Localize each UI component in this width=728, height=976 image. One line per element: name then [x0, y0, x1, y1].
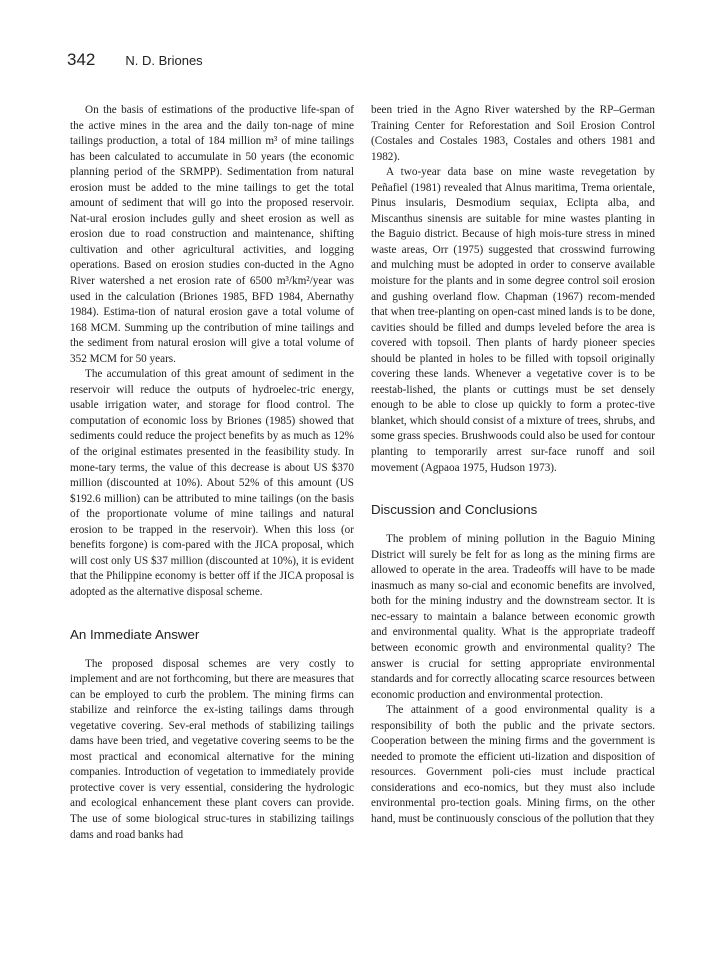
page-number: 342	[67, 50, 96, 69]
body-paragraph: been tried in the Agno River watershed by the RP–German Training Center for Reforestation and Soil Erosion Control (Costales and Costales 1983, Costales and others 1981 and 1982).	[371, 104, 655, 163]
left-column	[70, 103, 354, 843]
body-paragraph: On the basis of estimations of the productive life-span of the active mines in the area and the daily ton-nage of mine tailings production, a total of 184 million m³ of mine tailings has been calculated to accumulate in 50 years (the economic planning period of the SRMPP). Sedimentation from natural erosion must be added to the mine tailings to get the total amount of sediment that will go into the proposed reservoir. Nat-ural erosion includes gully and sheet erosion as well as erosion due to road construction and maintenance, shifting cultivation and other agricultural activities, and logging operations. Based on erosion studies con-ducted in the Agno River watershed a net erosion rate of 6500 m³/km²/year was used in the calculation (Briones 1985, BFD 1984, Abernathy 1984). Estima-tion of natural erosion gave a total volume of 168 MCM. Summing up the contribution of mine tailings and the sediment from natural erosion will give a total volume of 352 MCM for 50 years.	[70, 104, 354, 365]
body-paragraph: The attainment of a good environmental quality is a responsibility of both the public and the private sectors. Cooperation between the mining firms and the government is needed to promote the efficient uti-lization and disposition of resources. Government poli-cies must include practical considerations and eco-nomics, but they must also include environmental pro-tection goals. Mining firms, on the other hand, must be continuously conscious of the pollution that they	[371, 704, 655, 825]
running-header	[67, 50, 203, 72]
body-paragraph: A two-year data base on mine waste revegetation by Peñafiel (1981) revealed that Alnus maritima, Trema orientale, Pinus insularis, Desmodium sequiax, Eclipta alba, and Miscanthus sinensis are suitable for mine wastes planting in the Baguio district. Because of high mois-ture stress in mined waste areas, Orr (1975) suggested that crosswind furrowing and mulching must be adopted in order to conserve available moisture for the plants and in some degree control soil erosion and gushing overland flow. Chapman (1967) recom-mended that when tree-planting on open-cast mined lands is to be done, cavities should be filled and dumps leveled before the area is covered with topsoil. Then plants of hardy pioneer species should be planted in holes to be filled with topsoil originally covering these lands. Whenever a vegetative cover is to be reestab-lished, the plants or cuttings must be set densely enough to be able to close up quickly to form a protec-tive blanket, which should consist of a mixture of trees, shrubs, and some grass species. Brushwoods could also be used for contour planting to temporarily arrest sur-face runoff and soil movement (Agpaoa 1975, Hudson 1973).	[371, 166, 655, 474]
running-author: N. D. Briones	[125, 53, 203, 68]
body-paragraph: The proposed disposal schemes are very costly to implement and are not forthcoming, but there are measures that can be employed to curb the problem. The mining firms can stabilize and reinforce the ex-isting tailings dams through vegetative covering. Sev-eral methods of stabilizing tailings dams have been tried, and vegetative covering seems to be the most practical and economical alternative for the mining companies. Introduction of vegetation to immediately provide protective cover is very essential, considering the hydrologic and ecological enhancement these plant covers can provide. The use of some biological struc-tures in stabilizing tailings dams and road banks had	[70, 657, 354, 841]
section-heading-discussion: Discussion and Conclusions	[371, 502, 538, 518]
body-paragraph: The accumulation of this great amount of sediment in the reservoir will reduce the outputs of hydroelec-tric energy, usable irrigation water, and storage for flood control. The computation of economic loss by Briones (1985) showed that sediments could reduce the project benefits by as much as 12% of the original estimates presented in the feasibility study. In mone-tary terms, the value of this decrease is about US $370 million (discounted at 10%). About 52% of this amount (US $192.6 million) can be attributed to mine tailings (on the basis of the proportionate volume of mine tailings and natural erosion to be trapped in the reservoir). When this loss (or benefits forgone) is com-pared with the JICA proposal, which will cost only US $37 million (discounted at 10%), it is evident that the Philippine economy is better off if the JICA proposal is adopted as the alternative disposal scheme.	[70, 368, 354, 598]
body-paragraph: The problem of mining pollution in the Baguio Mining District will surely be felt for as long as the mining firms are allowed to operate in the area. Tradeoffs will have to be made inasmuch as many so-cial and economic benefits are involved, both for the mining industry and the downstream sector. It is nec-essary to maintain a balance between economic growth and environmental quality. What is the appropriate tradeoff between economic growth and environmental quality? The answer is crucial for setting appropriate environmental standards and for correctly allocating scarce resources between economic production and environmental protection.	[371, 533, 655, 701]
section-heading-immediate-answer: An Immediate Answer	[70, 626, 200, 642]
right-column	[371, 103, 655, 828]
